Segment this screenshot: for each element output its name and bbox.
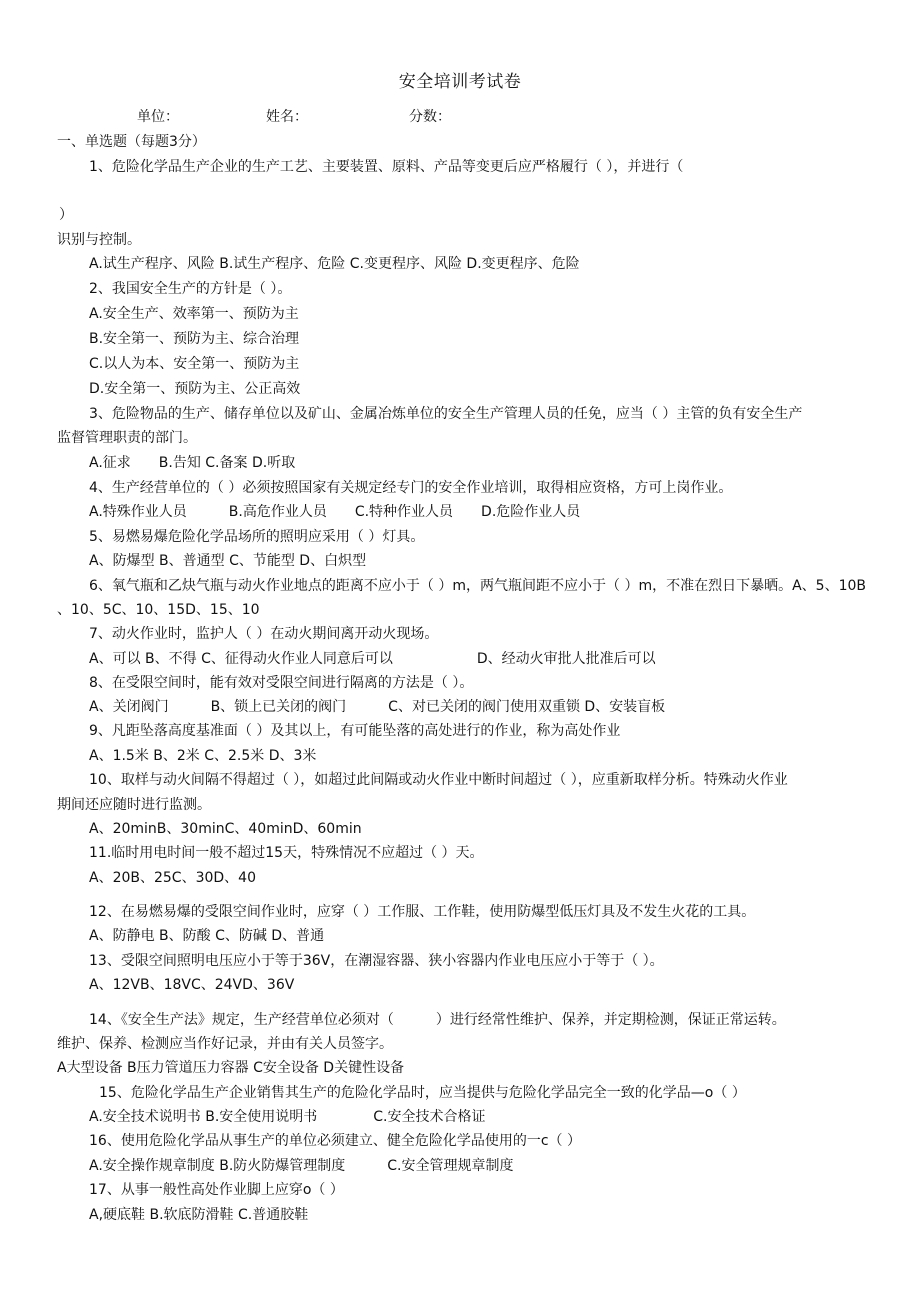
option-line: A.安全技术说明书 B.安全使用说明书 C.安全技术合格证 xyxy=(89,1109,486,1125)
option-line: D.安全第一、预防为主、公正高效 xyxy=(89,381,301,397)
question-line: 12、在易燃易爆的受限空间作业时，应穿（ ）工作服、工作鞋，使用防爆型低压灯具及不发生火花的工具。 xyxy=(89,904,756,920)
option-line: A、关闭阀门 B、锁上已关闭的阀门 C、对已关闭的阀门使用双重锁 D、安装盲板 xyxy=(89,699,666,715)
question-line: 期间还应随时进行监测。 xyxy=(57,797,211,813)
question-line: 3、危险物品的生产、储存单位以及矿山、金属冶炼单位的安全生产管理人员的任免，应当（ ）主管的负有安全生产 xyxy=(89,406,803,422)
question-line: 2、我国安全生产的方针是（ ）。 xyxy=(89,281,292,297)
question-line: 9、凡距坠落高度基准面（ ）及其以上，有可能坠落的高处进行的作业，称为高处作业 xyxy=(89,723,621,739)
unit-label: 单位： xyxy=(137,109,179,125)
question-line: 1、危险化学品生产企业的生产工艺、主要装置、原料、产品等变更后应严格履行（ ），并进行（ xyxy=(89,159,684,175)
option-line: C.以人为本、安全第一、预防为主 xyxy=(89,356,300,372)
question-line: 6、氧气瓶和乙炔气瓶与动火作业地点的距离不应小于（ ）m，两气瓶间距不应小于（ ）m，不准在烈日下暴晒。A、5、10B xyxy=(89,578,866,594)
option-line: A.特殊作业人员 B.高危作业人员 C.特种作业人员 D.危险作业人员 xyxy=(89,504,581,520)
option-line: A、1.5米 B、2米 C、2.5米 D、3米 xyxy=(89,748,317,764)
question-line: 14、《安全生产法》规定，生产经营单位必须对（ ）进行经常性维护、保养，并定期检测，保证正常运转。 xyxy=(89,1012,786,1028)
option-line: A大型设备 B压力管道压力容器 C安全设备 D关键性设备 xyxy=(57,1060,405,1076)
question-line: ） xyxy=(59,207,73,223)
question-line: 15、危险化学品生产企业销售其生产的危险化学品时，应当提供与危险化学品完全一致的化学品—o（ ） xyxy=(99,1085,746,1101)
option-line: A,硬底鞋 B.软底防滑鞋 C.普通胶鞋 xyxy=(89,1207,309,1223)
name-label: 姓名： xyxy=(266,109,308,125)
question-line: 11.临时用电时间一般不超过15天，特殊情况不应超过（ ）天。 xyxy=(89,845,484,861)
question-line: 7、动火作业时，监护人（ ）在动火期间离开动火现场。 xyxy=(89,626,439,642)
question-line: 17、从事一般性高处作业脚上应穿o（ ） xyxy=(89,1182,344,1198)
question-line: 识别与控制。 xyxy=(57,232,141,248)
option-line: A.征求 B.告知 C.备案 D.听取 xyxy=(89,455,296,471)
question-line: 维护、保养、检测应当作好记录，并由有关人员签字。 xyxy=(57,1036,393,1052)
question-line: 监督管理职责的部门。 xyxy=(57,430,197,446)
question-line: 13、受限空间照明电压应小于等于36V，在潮湿容器、狭小容器内作业电压应小于等于（ ）。 xyxy=(89,953,664,969)
question-line: 4、生产经营单位的（ ）必须按照国家有关规定经专门的安全作业培训，取得相应资格，方可上岗作业。 xyxy=(89,480,733,496)
option-line: A.安全生产、效率第一、预防为主 xyxy=(89,306,299,322)
question-line: 8、在受限空间时，能有效对受限空间进行隔离的方法是（ ）。 xyxy=(89,675,474,691)
section-heading: 一、单选题（每题3分） xyxy=(57,134,206,150)
option-line: B.安全第一、预防为主、综合治理 xyxy=(89,331,300,347)
option-line: A、20minB、30minC、40minD、60min xyxy=(89,821,362,837)
option-line: A、防静电 B、防酸 C、防碱 D、普通 xyxy=(89,928,325,944)
page-title: 安全培训考试卷 xyxy=(398,72,522,92)
option-line: A、20B、25C、30D、40 xyxy=(89,870,256,886)
option-line: A.试生产程序、风险 B.试生产程序、危险 C.变更程序、风险 D.变更程序、危险 xyxy=(89,256,580,272)
option-line: A、可以 B、不得 C、征得动火作业人同意后可以 D、经动火审批人批准后可以 xyxy=(89,651,656,667)
question-line: 5、易燃易爆危险化学品场所的照明应采用（ ）灯具。 xyxy=(89,529,425,545)
question-line: 10、取样与动火间隔不得超过（ ），如超过此间隔或动火作业中断时间超过（ ），应重新取样分析。特殊动火作业 xyxy=(89,772,788,788)
score-label: 分数： xyxy=(409,109,451,125)
option-line: A、12VB、18VC、24VD、36V xyxy=(89,977,295,993)
option-line: A、防爆型 B、普通型 C、节能型 D、白炽型 xyxy=(89,553,367,569)
question-line: 16、使用危险化学品从事生产的单位必须建立、健全危险化学品使用的一c（ ） xyxy=(89,1133,581,1149)
option-line: 、10、5C、10、15D、15、10 xyxy=(57,602,260,618)
option-line: A.安全操作规章制度 B.防火防爆管理制度 C.安全管理规章制度 xyxy=(89,1158,514,1174)
